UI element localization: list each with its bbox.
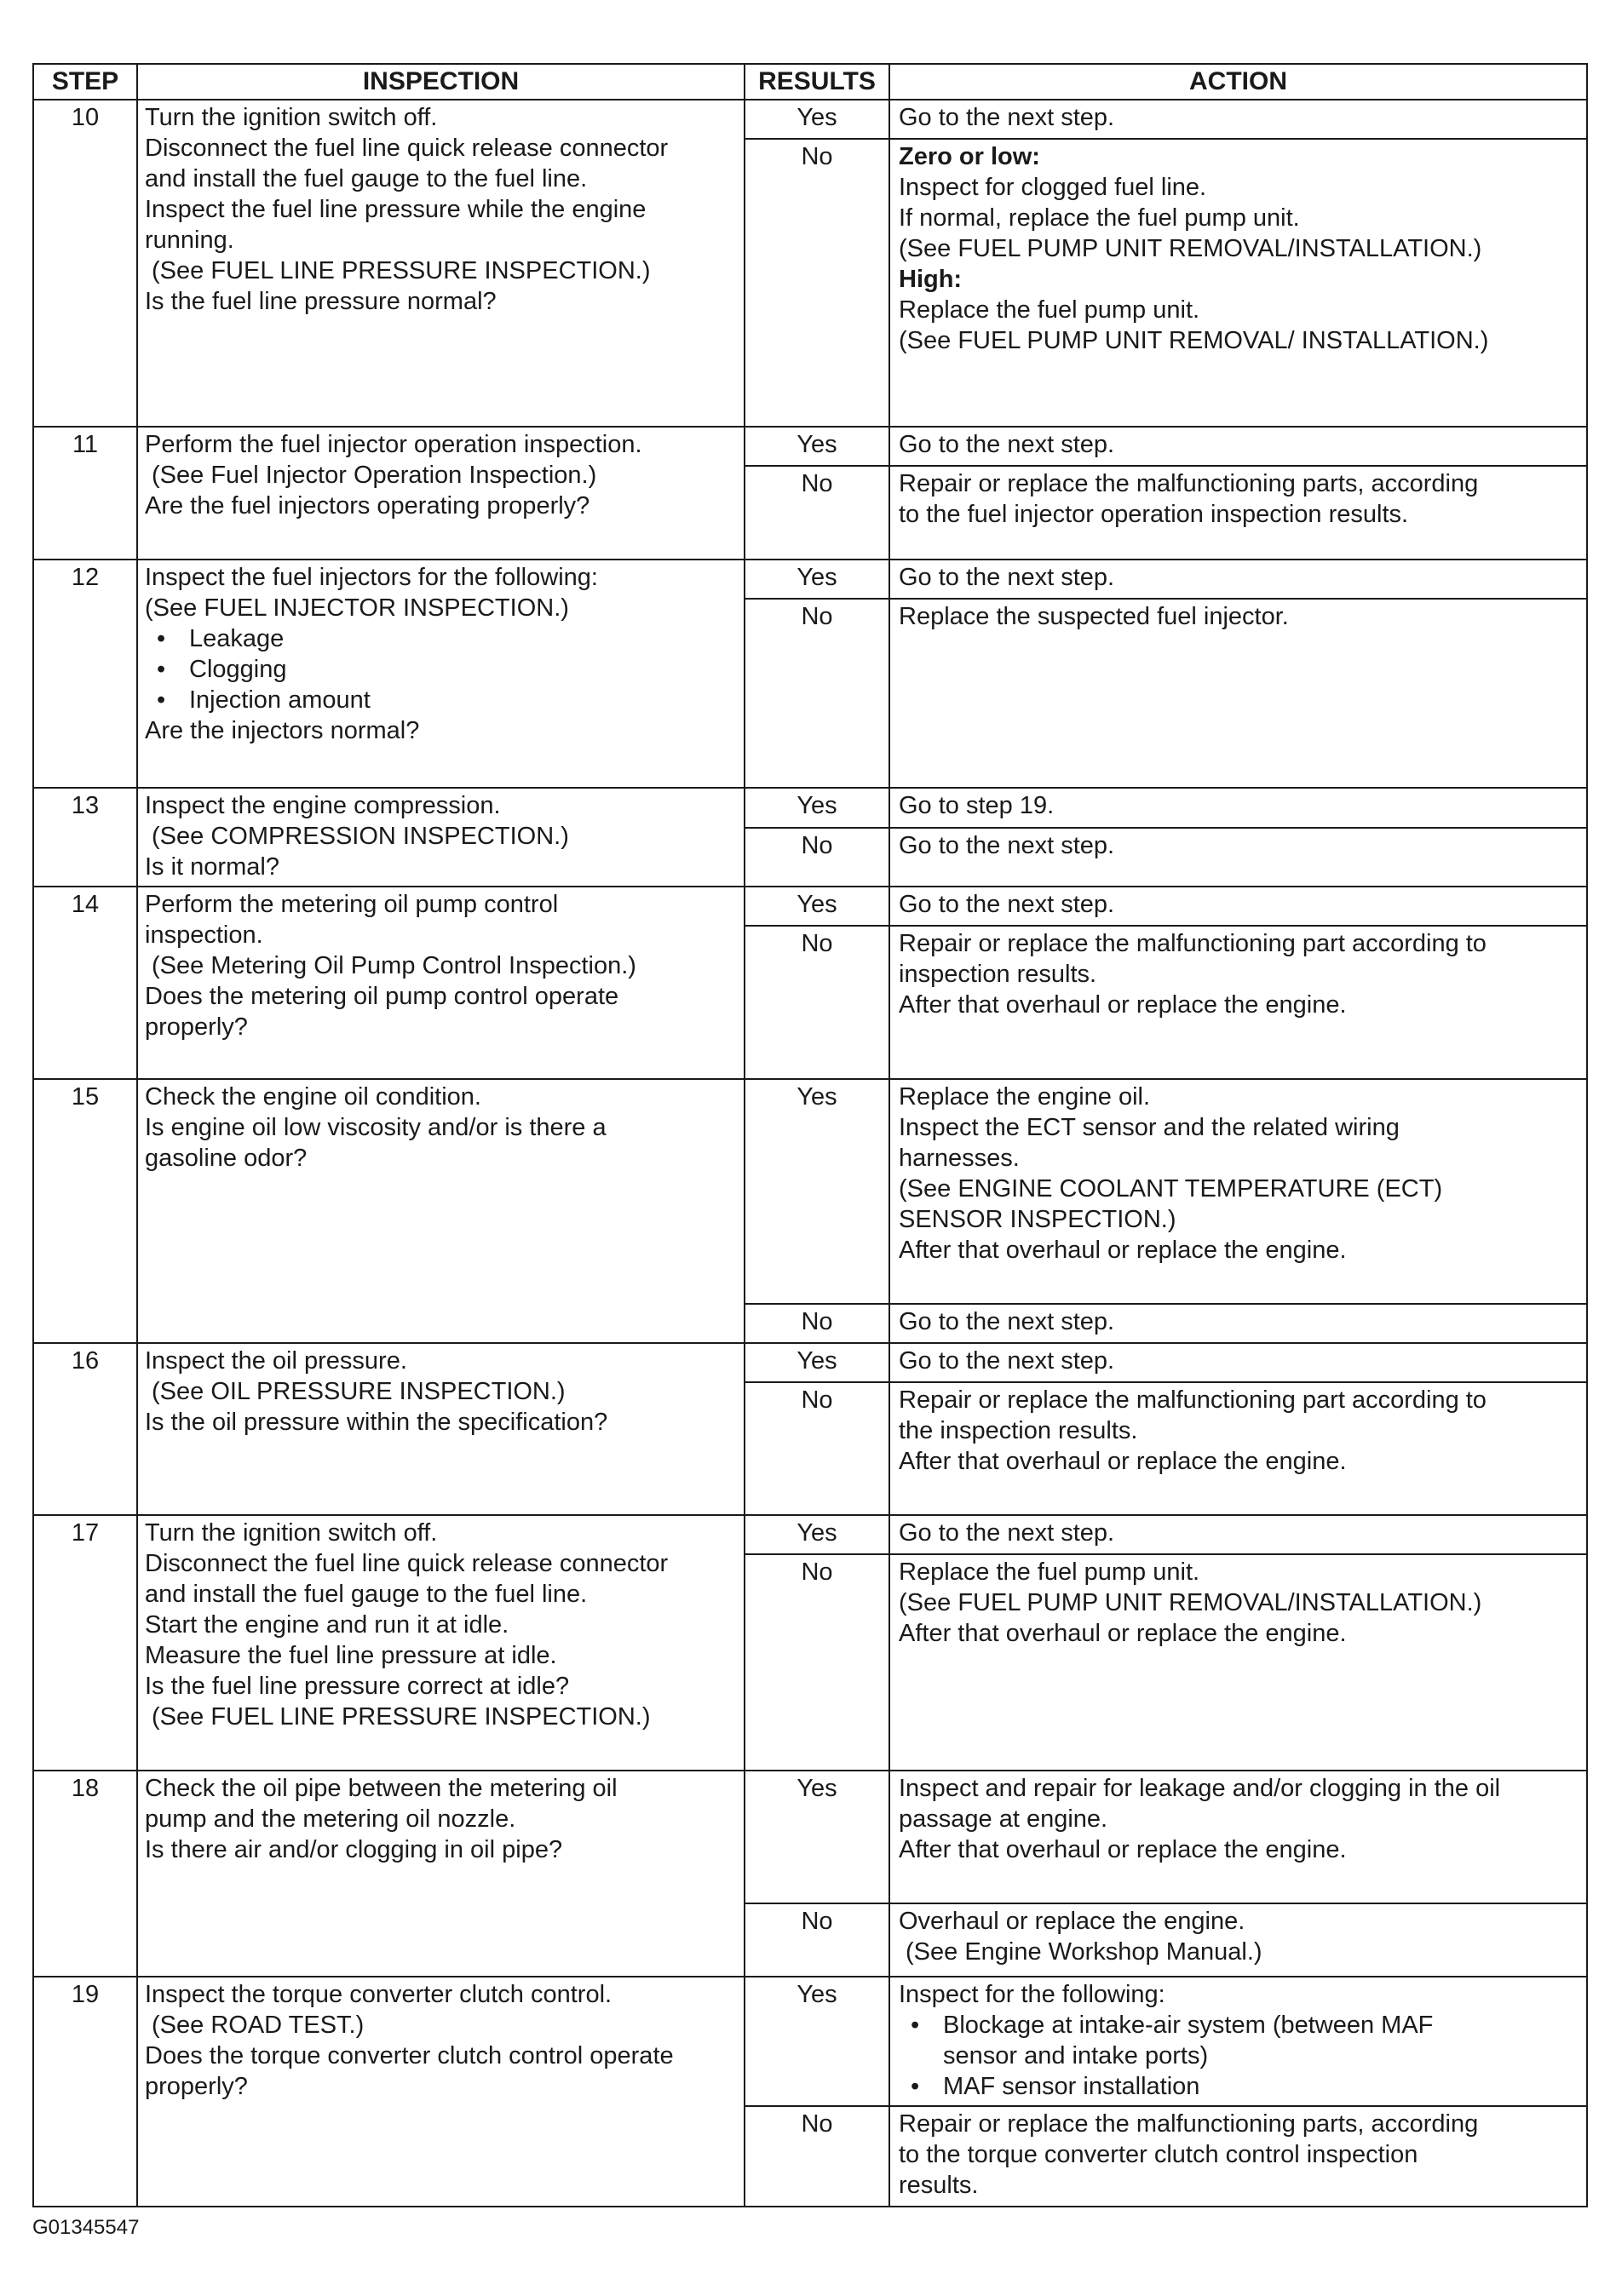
table-row-yes — [33, 1515, 1587, 1554]
table-row-yes — [33, 1771, 1587, 1903]
inspection-line: Inspect the torque converter clutch control. — [145, 1981, 612, 2008]
header-step: STEP — [33, 64, 137, 100]
diagnostic-procedure-table — [32, 63, 1588, 2207]
action-yes-line: Go to the next step. — [899, 1519, 1115, 1547]
inspection-line: (See Fuel Injector Operation Inspection.) — [152, 462, 597, 489]
action-yes — [889, 560, 1587, 599]
inspection-line: (See FUEL LINE PRESSURE INSPECTION.) — [152, 1703, 651, 1731]
inspection-line: gasoline odor? — [145, 1145, 308, 1172]
result-no: No — [745, 926, 889, 1079]
inspection-line: Inspect the engine compression. — [145, 792, 501, 819]
action-yes-line: Go to the next step. — [899, 891, 1115, 918]
action-yes-line: Inspect and repair for leakage and/or clogging in the oil — [899, 1775, 1501, 1802]
action-no-line: Go to the next step. — [899, 1308, 1115, 1335]
table-row-yes — [33, 100, 1587, 139]
step-number: 18 — [33, 1771, 137, 1977]
header-results: RESULTS — [745, 64, 889, 100]
figure-code: G01345547 — [32, 2216, 140, 2239]
step-number: 13 — [33, 788, 137, 887]
inspection-line: Inspect the oil pressure. — [145, 1347, 407, 1375]
table-row-yes — [33, 887, 1587, 926]
inspection-line: Inspect the fuel injectors for the following: — [145, 564, 598, 591]
action-yes-line: Go to step 19. — [899, 792, 1055, 819]
table-row-yes — [33, 1977, 1587, 2106]
action-yes — [889, 788, 1587, 828]
action-no-line: (See FUEL PUMP UNIT REMOVAL/INSTALLATION.) — [899, 235, 1482, 262]
action-no — [889, 1382, 1587, 1515]
inspection-line: Disconnect the fuel line quick release connector — [145, 135, 669, 162]
action-no-line: If normal, replace the fuel pump unit. — [899, 204, 1300, 232]
action-yes-line: harnesses. — [899, 1145, 1020, 1172]
action-yes-line: Go to the next step. — [899, 431, 1115, 458]
action-yes — [889, 427, 1587, 466]
header-inspection: INSPECTION — [137, 64, 745, 100]
inspection-line: Start the engine and run it at idle. — [145, 1611, 509, 1639]
inspection-line: (See ROAD TEST.) — [152, 2012, 365, 2039]
inspection-cell — [137, 100, 745, 427]
action-no — [889, 1304, 1587, 1343]
action-no-line: Repair or replace the malfunctioning parts, according — [899, 470, 1479, 497]
action-no-line: Zero or low: — [899, 143, 1040, 170]
action-yes-line: After that overhaul or replace the engine. — [899, 1237, 1347, 1264]
bullet-icon: • — [157, 625, 166, 652]
result-no: No — [745, 828, 889, 887]
inspection-cell — [137, 1977, 745, 2207]
action-no — [889, 926, 1587, 1079]
action-no-line: After that overhaul or replace the engine. — [899, 991, 1347, 1019]
table-row-yes — [33, 560, 1587, 599]
inspection-line: Is there air and/or clogging in oil pipe? — [145, 1836, 563, 1863]
inspection-line: Perform the metering oil pump control — [145, 891, 559, 918]
action-no-line: After that overhaul or replace the engine. — [899, 1620, 1347, 1647]
result-no: No — [745, 599, 889, 788]
action-yes-line: SENSOR INSPECTION.) — [899, 1206, 1176, 1233]
header-action: ACTION — [889, 64, 1587, 100]
inspection-bullet — [145, 654, 737, 685]
troubleshooting-table-page — [32, 63, 1586, 2207]
result-no: No — [745, 1304, 889, 1343]
action-no-line: Repair or replace the malfunctioning part according to — [899, 1386, 1487, 1414]
inspection-line: (See Metering Oil Pump Control Inspection.) — [152, 952, 636, 979]
table-row-yes — [33, 1079, 1587, 1304]
inspection-line: Is the oil pressure within the specification? — [145, 1409, 608, 1436]
inspection-line: Inspect the fuel line pressure while the engine — [145, 196, 647, 223]
step-number: 12 — [33, 560, 137, 788]
step-number: 14 — [33, 887, 137, 1079]
action-no — [889, 139, 1587, 427]
inspection-line: Is it normal? — [145, 853, 279, 881]
inspection-cell — [137, 1079, 745, 1343]
inspection-line: properly? — [145, 1013, 248, 1041]
inspection-cell — [137, 427, 745, 560]
action-no-line: Repair or replace the malfunctioning part according to — [899, 930, 1487, 957]
action-yes — [889, 1515, 1587, 1554]
result-no: No — [745, 1382, 889, 1515]
inspection-line: Is the fuel line pressure correct at idle? — [145, 1673, 570, 1700]
action-no-line: inspection results. — [899, 961, 1097, 988]
action-yes-line: Replace the engine oil. — [899, 1083, 1151, 1111]
action-yes-line: (See ENGINE COOLANT TEMPERATURE (ECT) — [899, 1175, 1443, 1203]
result-yes: Yes — [745, 560, 889, 599]
action-yes — [889, 1771, 1587, 1903]
result-no: No — [745, 1554, 889, 1771]
action-no-line: the inspection results. — [899, 1417, 1138, 1444]
action-yes-line: Inspect the ECT sensor and the related wiring — [899, 1114, 1400, 1141]
result-yes: Yes — [745, 1977, 889, 2106]
action-no-line: (See FUEL PUMP UNIT REMOVAL/ INSTALLATION.) — [899, 327, 1489, 354]
action-no-line: Replace the fuel pump unit. — [899, 296, 1200, 324]
inspection-line: properly? — [145, 2073, 248, 2100]
bullet-text: Blockage at intake-air system (between MAF — [943, 2012, 1434, 2039]
step-number: 16 — [33, 1343, 137, 1515]
inspection-line: Does the metering oil pump control operate — [145, 983, 619, 1010]
step-number: 11 — [33, 427, 137, 560]
inspection-line: pump and the metering oil nozzle. — [145, 1805, 516, 1833]
bullet-text: Injection amount — [189, 686, 371, 714]
action-no-line: Replace the fuel pump unit. — [899, 1558, 1200, 1586]
inspection-line: and install the fuel gauge to the fuel line. — [145, 1581, 588, 1608]
inspection-line: Check the engine oil condition. — [145, 1083, 481, 1111]
bullet-icon: • — [911, 2073, 920, 2100]
bullet-text: Clogging — [189, 656, 287, 683]
action-bullet — [899, 2071, 1578, 2102]
action-no-line: Replace the suspected fuel injector. — [899, 603, 1289, 630]
inspection-cell — [137, 788, 745, 887]
inspection-line: inspection. — [145, 921, 263, 949]
bullet-icon: • — [157, 656, 166, 683]
action-yes — [889, 1977, 1587, 2106]
action-yes — [889, 887, 1587, 926]
inspection-cell — [137, 1343, 745, 1515]
action-no — [889, 828, 1587, 887]
action-no-line: (See FUEL PUMP UNIT REMOVAL/INSTALLATION.) — [899, 1589, 1482, 1616]
action-no-line: Inspect for clogged fuel line. — [899, 174, 1207, 201]
inspection-line: Are the injectors normal? — [145, 717, 420, 744]
table-header-row — [33, 64, 1587, 100]
action-no-line: to the fuel injector operation inspection results. — [899, 501, 1409, 528]
inspection-cell — [137, 887, 745, 1079]
table-body — [33, 100, 1587, 2207]
action-yes — [889, 1343, 1587, 1382]
action-no-line: to the torque converter clutch control inspection — [899, 2141, 1418, 2168]
inspection-line: Is the fuel line pressure normal? — [145, 288, 497, 315]
bullet-text-cont: sensor and intake ports) — [943, 2042, 1209, 2069]
inspection-line: Are the fuel injectors operating properly? — [145, 492, 590, 519]
inspection-line: (See COMPRESSION INSPECTION.) — [152, 823, 569, 850]
table-row-yes — [33, 1343, 1587, 1382]
result-no: No — [745, 2106, 889, 2207]
inspection-line: (See OIL PRESSURE INSPECTION.) — [152, 1378, 566, 1405]
inspection-line: Disconnect the fuel line quick release connector — [145, 1550, 669, 1577]
action-yes-line: Inspect for the following: — [899, 1981, 1165, 2008]
inspection-cell — [137, 1515, 745, 1771]
inspection-cell — [137, 1771, 745, 1977]
inspection-bullet — [145, 623, 737, 654]
action-no-line: (See Engine Workshop Manual.) — [906, 1938, 1262, 1966]
result-yes: Yes — [745, 1515, 889, 1554]
inspection-line: (See FUEL LINE PRESSURE INSPECTION.) — [152, 257, 651, 284]
result-yes: Yes — [745, 1343, 889, 1382]
action-no-line: Go to the next step. — [899, 831, 1115, 859]
result-yes: Yes — [745, 427, 889, 466]
bullet-icon: • — [157, 686, 166, 714]
action-no-line: After that overhaul or replace the engine. — [899, 1448, 1347, 1475]
result-yes: Yes — [745, 1079, 889, 1304]
action-no-line: Repair or replace the malfunctioning parts, according — [899, 2110, 1479, 2138]
result-yes: Yes — [745, 100, 889, 139]
action-yes-line: Go to the next step. — [899, 564, 1115, 591]
action-no — [889, 466, 1587, 560]
result-no: No — [745, 139, 889, 427]
action-bullet — [899, 2010, 1578, 2041]
action-yes-line: Go to the next step. — [899, 1347, 1115, 1375]
step-number: 19 — [33, 1977, 137, 2207]
inspection-line: Turn the ignition switch off. — [145, 104, 438, 131]
action-yes-line: passage at engine. — [899, 1805, 1108, 1833]
action-yes — [889, 1079, 1587, 1304]
action-yes-line: After that overhaul or replace the engine. — [899, 1836, 1347, 1863]
table-row-yes — [33, 427, 1587, 466]
action-no-line: results. — [899, 2172, 979, 2199]
table-row-yes — [33, 788, 1587, 828]
inspection-line: Perform the fuel injector operation inspection. — [145, 431, 642, 458]
inspection-line: Turn the ignition switch off. — [145, 1519, 438, 1547]
action-no — [889, 1554, 1587, 1771]
inspection-line: Check the oil pipe between the metering oil — [145, 1775, 618, 1802]
inspection-cell — [137, 560, 745, 788]
step-number: 10 — [33, 100, 137, 427]
action-yes-line: Go to the next step. — [899, 104, 1115, 131]
inspection-bullet — [145, 685, 737, 715]
bullet-icon: • — [911, 2012, 920, 2039]
step-number: 17 — [33, 1515, 137, 1771]
inspection-line: Measure the fuel line pressure at idle. — [145, 1642, 557, 1669]
action-no — [889, 2106, 1587, 2207]
result-yes: Yes — [745, 887, 889, 926]
result-yes: Yes — [745, 1771, 889, 1903]
inspection-line: running. — [145, 227, 234, 254]
result-no: No — [745, 1903, 889, 1977]
action-no — [889, 1903, 1587, 1977]
inspection-line: (See FUEL INJECTOR INSPECTION.) — [145, 594, 569, 622]
action-no-line: Overhaul or replace the engine. — [899, 1908, 1245, 1935]
inspection-line: Does the torque converter clutch control operate — [145, 2042, 674, 2069]
step-number: 15 — [33, 1079, 137, 1343]
action-yes — [889, 100, 1587, 139]
result-yes: Yes — [745, 788, 889, 828]
result-no: No — [745, 466, 889, 560]
bullet-text: Leakage — [189, 625, 285, 652]
action-no — [889, 599, 1587, 788]
action-no-line: High: — [899, 266, 963, 293]
inspection-line: and install the fuel gauge to the fuel line. — [145, 165, 588, 192]
bullet-text: MAF sensor installation — [943, 2073, 1200, 2100]
inspection-line: Is engine oil low viscosity and/or is there a — [145, 1114, 607, 1141]
